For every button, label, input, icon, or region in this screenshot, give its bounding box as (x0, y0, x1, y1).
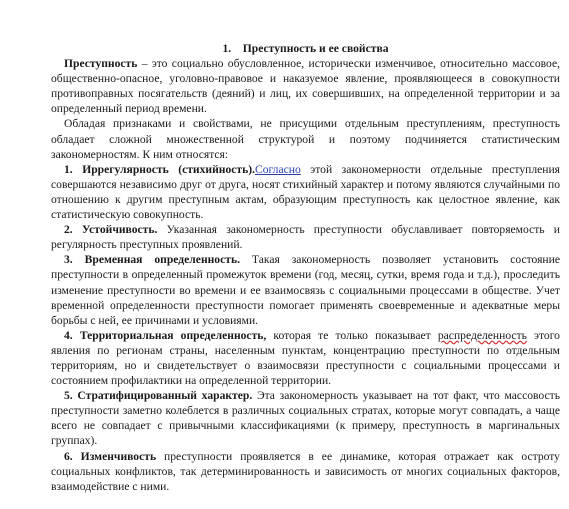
item-number: 4. (64, 328, 73, 342)
item-text: Указанная закономерность преступности обуславливает повторяемость и регулярность преступных проявлений. (51, 223, 560, 252)
definition-paragraph (51, 56, 560, 116)
section-heading-text: 1. Преступность и ее свойства (222, 42, 389, 55)
item-number: 6. (64, 449, 73, 463)
misspelled-word: распределенность (437, 328, 527, 342)
item-text-continued: этого явления по регионам страны, населенным пунктам, концентрацию преступности по отдельным территориям, но и свидетельствует о взаимосвязи преступности с социальными процессами и состоянием профилактики на определенной территории. (51, 328, 560, 388)
intro-paragraph: Обладая признаками и свойствами, не присущими отдельным преступлениям, преступность обладает сложной множественной структурой и поэтому подчиняется статистическим закономерностям. К ним относятся: (51, 117, 560, 161)
item-text: Такая закономерность позволяет установить состояние преступности в определенный промежуток времени (год, месяц, сутки, время года и т.д.), проследить изменение преступности во времени и ее взаимосвязь с социальными процессами в обществе. Учет временной определенности преступности помогает применять своевременные и адекватные меры борьбы с ней, ее причинами и условиями. (51, 253, 560, 327)
item-number: 2. (64, 223, 73, 237)
item-text: преступности проявляется в ее динамике, которая отражает как остроту социальных конфликтов, так детерминированность и зависимость от многих социальных факторов, взаимодействие с ними. (51, 449, 560, 493)
item-text: этой закономерности отдельные преступления совершаются независимо друг от друга, носят стихийный характер и потому являются случайными по отношению к другим преступным актам, образующим преступность как целостное явление, как статистическую совокупность. (51, 162, 560, 222)
document-page (51, 41, 560, 494)
item-text: Эта закономерность указывает на тот факт, что массовость преступности заметно колеблется в различных социальных стратах, которые могут совпадать, а чаще всего не совпадает с привычными классификациями (к примеру, преступность в маргинальных группах). (51, 389, 561, 448)
hyperlink-text[interactable]: Согласно (254, 162, 301, 176)
item-term: Устойчивость. (81, 223, 158, 237)
term-crime: Преступность (64, 57, 138, 71)
list-item-stability (51, 222, 560, 252)
item-term: Изменчивость (80, 449, 157, 463)
item-term: Иррегулярность (стихийность). (82, 162, 255, 176)
item-number: 1. (64, 162, 73, 176)
item-text: которая те только показывает (266, 328, 438, 342)
item-term: Временная определенность. (84, 253, 240, 267)
item-number: 3. (64, 253, 73, 267)
definition-text: – это социально обусловленное, исторически изменчивое, относительно массовое, общественно-опасное, уголовно-правовое и наказуемое явление, проявляющееся в совокупности противоправных посягательств (деяний) и лиц, их совершивших, на определенной территории и за определенный период времени. (51, 57, 560, 116)
list-item-territorial (51, 328, 560, 388)
item-term: Стратифицированный характер. (77, 389, 253, 403)
list-item-irregularity (51, 162, 560, 222)
list-item-variability (51, 449, 560, 494)
list-item-temporal (51, 252, 560, 327)
item-number: 5. (64, 389, 73, 403)
list-item-stratified (51, 388, 560, 448)
section-heading (51, 41, 560, 56)
item-term: Территориальная определенность, (79, 328, 267, 342)
